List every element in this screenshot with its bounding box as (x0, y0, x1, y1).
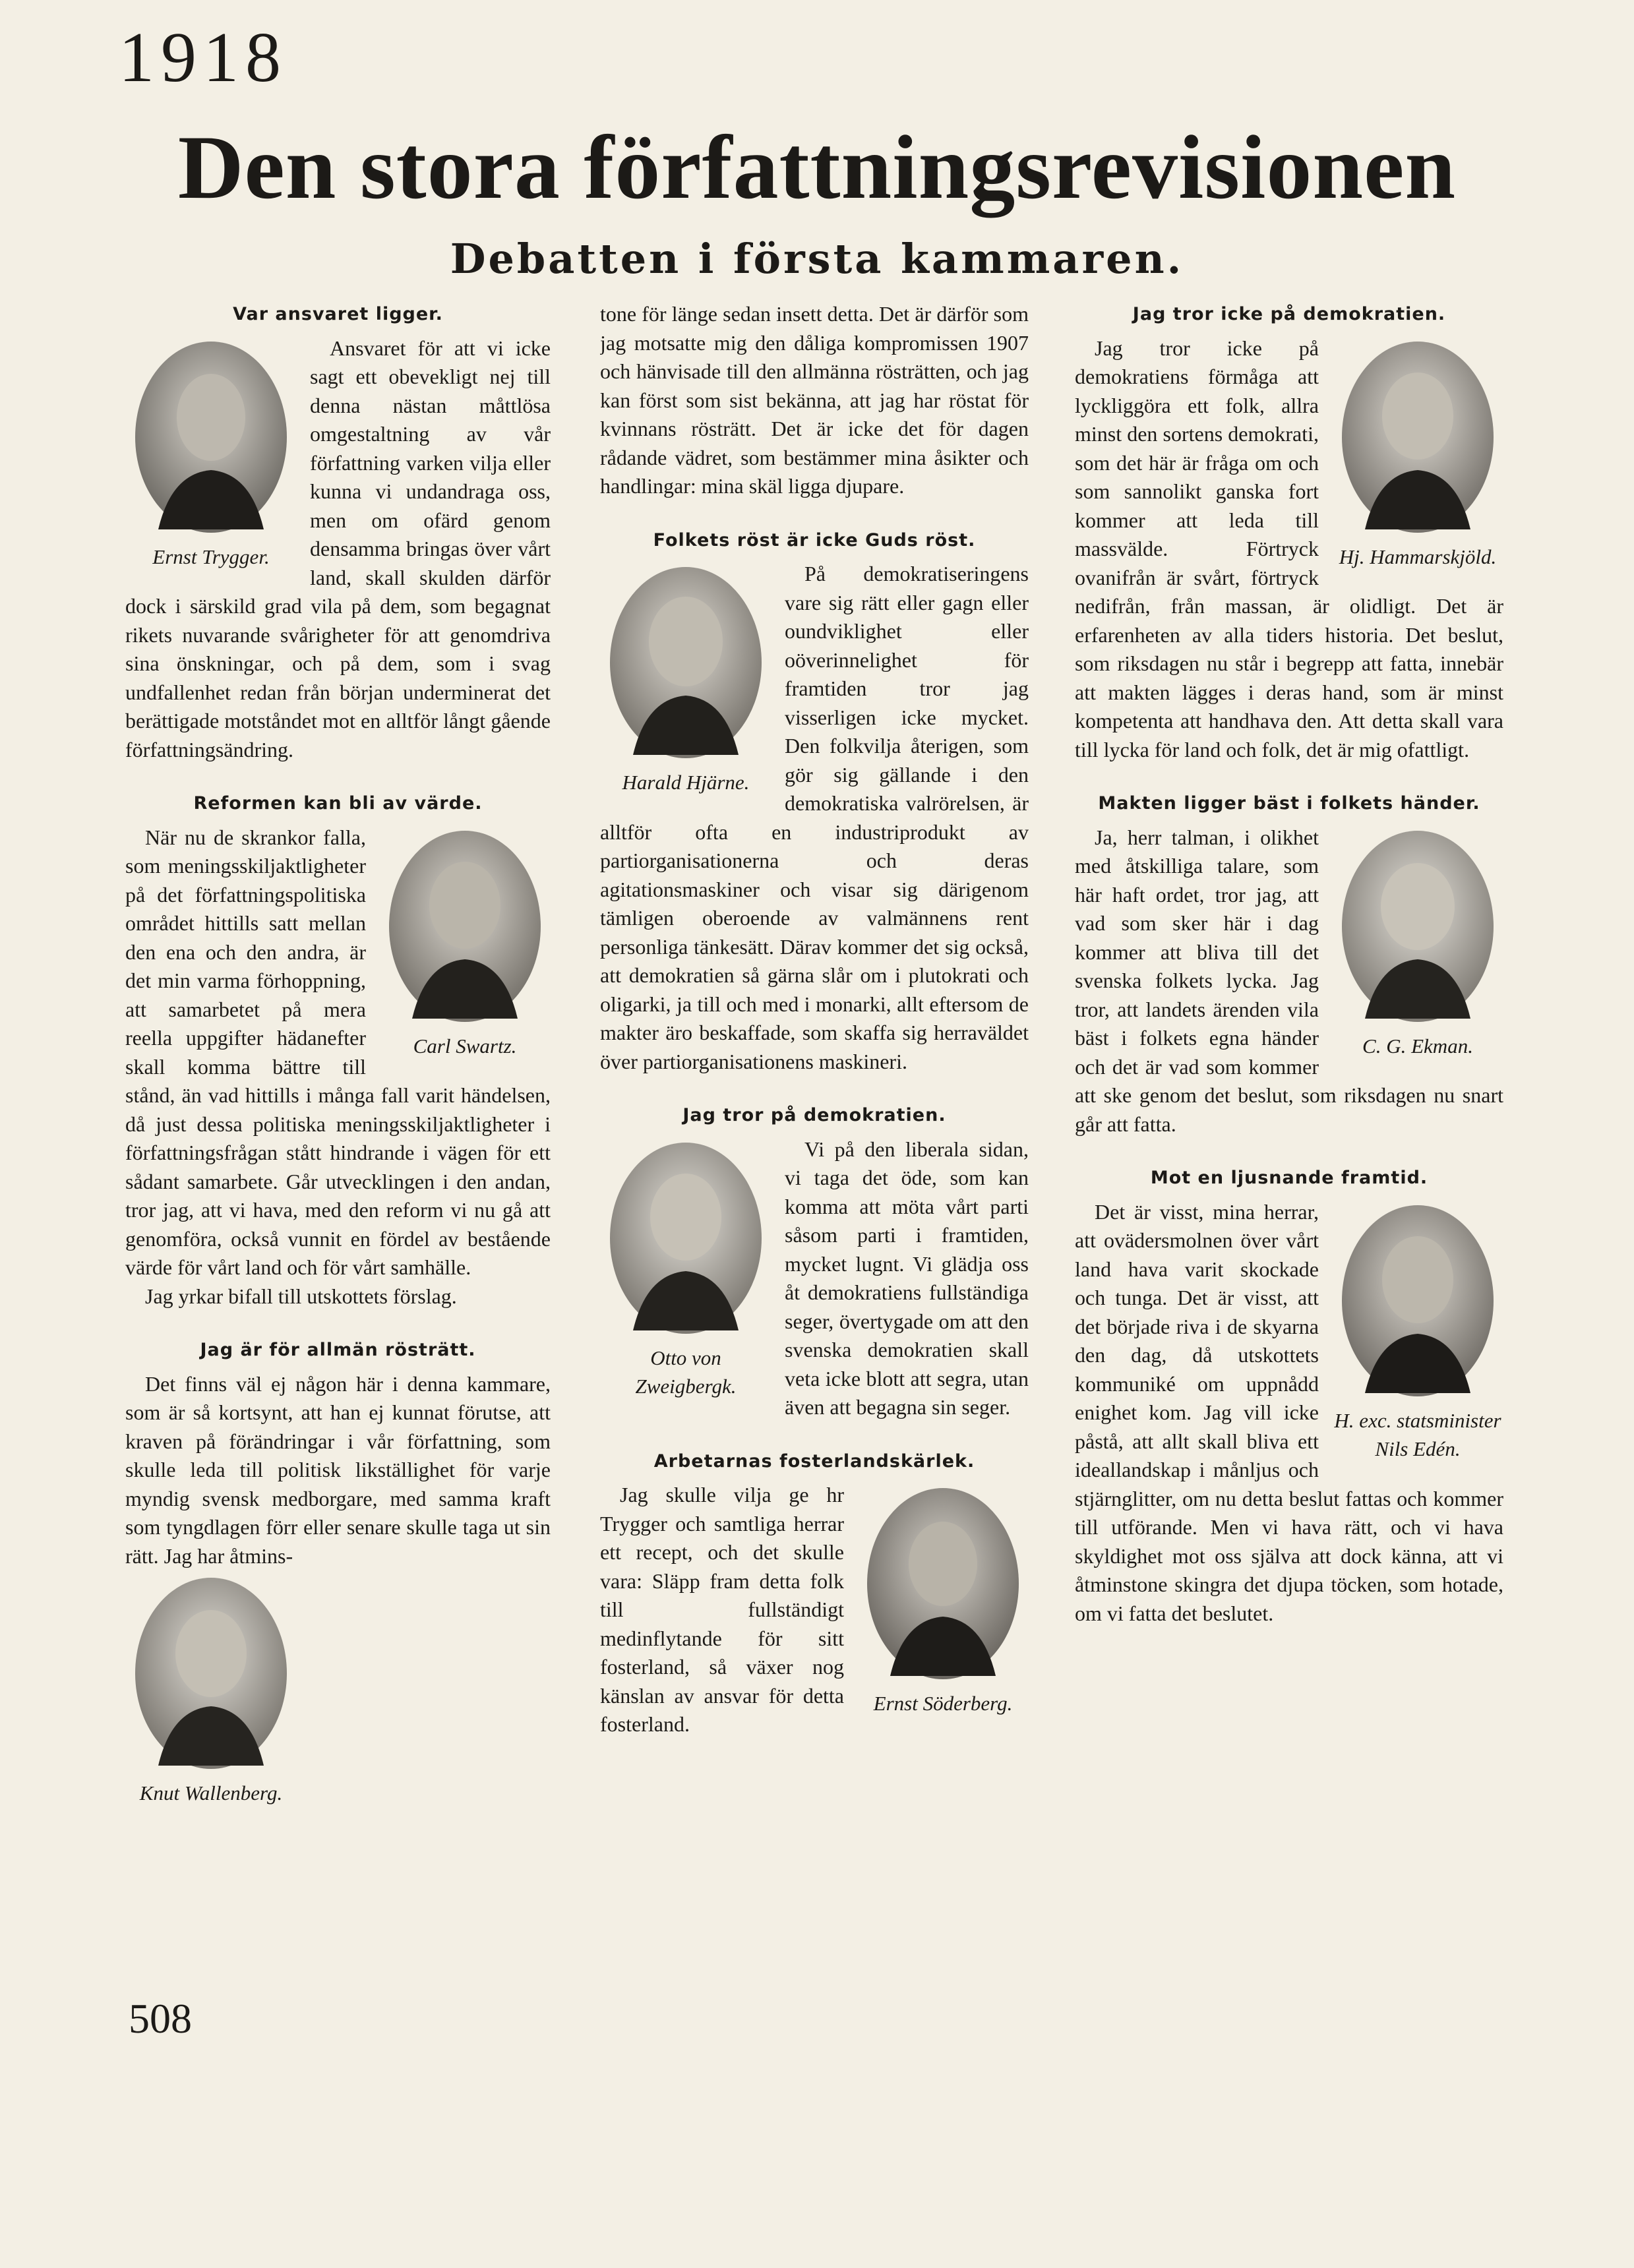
portrait-photo (386, 827, 544, 1025)
portrait-caption: Ernst Trygger. (152, 545, 270, 568)
page-subtitle: Debatten i första kammaren. (450, 235, 1184, 283)
portrait-caption: Knut Wallenberg. (139, 1781, 283, 1805)
paragraph: På demokratiseringens vare sig rätt eller gagn eller oundviklighet eller oöverinnelighet för framtiden tror jag visserligen icke mycket. Den folkvilja återigen, som gör sig gällande i den demokratiska valrörelsen, är alltför ofta en industriprodukt av partiorganisationerna och deras agitationsmaskiner och visar sig därigenom tämligen oberoende av valmännens rent personliga tänkesätt. Därav kommer det sig också, att demokratien så gärna slår om i plutokrati och oligarki, ja till och med i monarki, allt eftersom de makter äro beskaffade, som skaffa sig herraväldet över partiorganisationens maskineri. (600, 562, 1029, 1073)
portrait-caption: H. exc. statsminister Nils Edén. (1334, 1408, 1501, 1460)
portrait-caption: C. G. Ekman. (1362, 1034, 1473, 1058)
portrait-wallenberg (125, 1574, 297, 1808)
paragraph: När nu de skrankor falla, som meningsskiljaktligheter på det författningspolitiska området hittills satt mellan den ena och den andra, är det min varma förhoppning, att samarbetet på mera reella uppgifter hädanefter skall komma bättre till stånd, än vad hittills i många fall varit händelsen, då just dessa politiska meningsskiljaktligheter i författningsfrågan stått hindrande i vägen för ett sådant samarbete. Går utvecklingen i den andan, tror jag, att vi hava, med den reform vi nu gå att genomföra, också vunnit en fördel av bestående värde för vårt land och för vårt samhälle. (125, 825, 551, 1279)
portrait-photo (607, 1139, 765, 1337)
portrait-photo (132, 338, 290, 536)
portrait-caption: Carl Swartz. (413, 1034, 517, 1058)
portrait-ekman (1332, 827, 1503, 1061)
portrait-caption: Hj. Hammarskjöld. (1339, 545, 1497, 568)
section-heading: Folkets röst är icke Guds röst. (653, 529, 976, 551)
portrait-photo (864, 1485, 1022, 1683)
paragraph: Ansvaret för att vi icke sagt ett obevekligt nej till denna nästan måttlösa omgestaltning av vår författning varken vilja eller kunna vi undandraga oss, men om ofärd genom densamma bringas över vårt land, skall skulden därför dock i särskild grad vila på dem, som begagnat rikets nuvarande svårigheter för att genomdriva sina önskningar, och på dem, som i svag undfallenhet redan från början underminerat det berättigade motståndet mot en alltför långt gående författningsändring. (125, 336, 551, 761)
section-heading: Var ansvaret ligger. (233, 304, 443, 324)
portrait-photo (132, 1574, 290, 1772)
portrait-caption: Harald Hjärne. (622, 771, 750, 794)
paragraph: Jag yrkar bifall till utskottets förslag. (145, 1284, 457, 1308)
portrait-hammarskjold (1332, 338, 1503, 572)
paragraph: Det är visst, mina herrar, att ovädersmolnen över vårt land hava varit skockade och tunga. Det är visst, att det började riva i de skyarna den dag, då utskottets kommuniké om uppnådd enighet kom. Jag vill icke påstå, att allt skall bliva ett ideallandskap i månljus och stjärnglitter, om nu detta beslut fattas och kommer till utförande. Men vi hava rätt, och vi hava skyldighet mot oss själva att dock känna, att vi åtminstone skingra det djupa töcken, som hotade, om vi fatta det beslutet. (1075, 1199, 1503, 1625)
paragraph: Ja, herr talman, i olikhet med åtskilliga talare, som här haft ordet, tror jag, att vad som sker här i dag kommer att bliva till det svenska folkets lycka. Jag tror, att landets ärenden vila bäst i folkets egna händer och det är vad som kommer att ske genom det beslut, som riksdagen nu snart går att fatta. (1075, 825, 1503, 1136)
portrait-photo (1339, 338, 1497, 536)
section-heading: Mot en ljusnande framtid. (1150, 1168, 1428, 1188)
portrait-photo (1339, 1202, 1497, 1400)
section-heading: Jag är för allmän rösträtt. (200, 1340, 476, 1360)
section-heading: Reformen kan bli av värde. (193, 793, 483, 814)
section-heading: Makten ligger bäst i folkets händer. (1098, 793, 1480, 814)
column-2 (600, 300, 1029, 1988)
year-heading: 1918 (119, 18, 287, 97)
portrait-zweigbergk (600, 1139, 772, 1401)
page-title: Den stora författningsrevisionen (177, 117, 1457, 218)
portrait-caption: Ernst Söderberg. (873, 1692, 1013, 1715)
page-number: 508 (129, 1995, 192, 2042)
paragraph: tone för länge sedan insett detta. Det är därför som jag motsatte mig den dåliga kompromissen 1907 och hänvisade till den allmänna rösträtten, och jag kan först som sist bekänna, att jag har röstat för kvinnans rösträtt. Det är icke det för dagen rådande vädret, som bestämmer mina åsikter och handlingar: mina skäl ligga djupare. (600, 302, 1029, 498)
portrait-photo (1339, 827, 1497, 1025)
paragraph: Vi på den liberala sidan, vi taga det öde, som kan komma att möta vårt parti såsom parti i framtiden, mycket lugnt. Vi glädja oss åt demokratiens fullständiga seger, övertygade om att den svenska demokratien skall veta icke blott att segra, utan även att begagna sin seger. (785, 1137, 1029, 1419)
portrait-swartz (379, 827, 551, 1061)
portrait-photo (607, 564, 765, 761)
section-heading: Jag tror på demokratien. (682, 1105, 946, 1125)
portrait-caption: Otto von Zweigbergk. (635, 1346, 737, 1398)
column-3 (1075, 300, 1503, 1988)
paragraph: Det finns väl ej någon här i denna kammare, som är så kortsynt, att han ej kunnat förutse, att kraven på förändringar i vår författning, som skulle leda till politisk likställighet för varje myndig svensk medborgare, med samma kraft som tyngdlagen förr eller senare skulle taga ut sin rätt. Jag har åtmins- (125, 1371, 551, 1568)
paragraph: Jag skulle vilja ge hr Trygger och samtliga herrar ett recept, och det skulle vara: Släpp fram detta folk till fullständigt medinflytande för sitt fosterland, så växer nog känslan av ansvar för detta fosterland. (600, 1483, 844, 1736)
portrait-trygger (125, 338, 297, 572)
portrait-soderberg (857, 1485, 1029, 1718)
portrait-hjarne (600, 564, 772, 797)
section-heading: Jag tror icke på demokratien. (1132, 304, 1446, 324)
paragraph: Jag tror icke på demokratiens förmåga att lyckliggöra ett folk, allra minst den sortens demokrati, som det här är fråga om och som sannolikt ganska fort kommer att leda till massvälde. Förtryck ovanifrån är svårt, förtryck nedifrån, från massan, är olidligt. Det är erfarenheten av alla tiders historia. Det beslut, som riksdagen nu står i begrepp att fatta, innebär att makten lägges i deras hand, som är minst kompetenta att handhava den. Att detta skall vara till lycka för land och folk, det är mig ofattligt. (1075, 336, 1503, 761)
portrait-eden (1332, 1202, 1503, 1464)
section-heading: Arbetarnas fosterlandskärlek. (653, 1450, 975, 1472)
column-1 (125, 300, 551, 1988)
